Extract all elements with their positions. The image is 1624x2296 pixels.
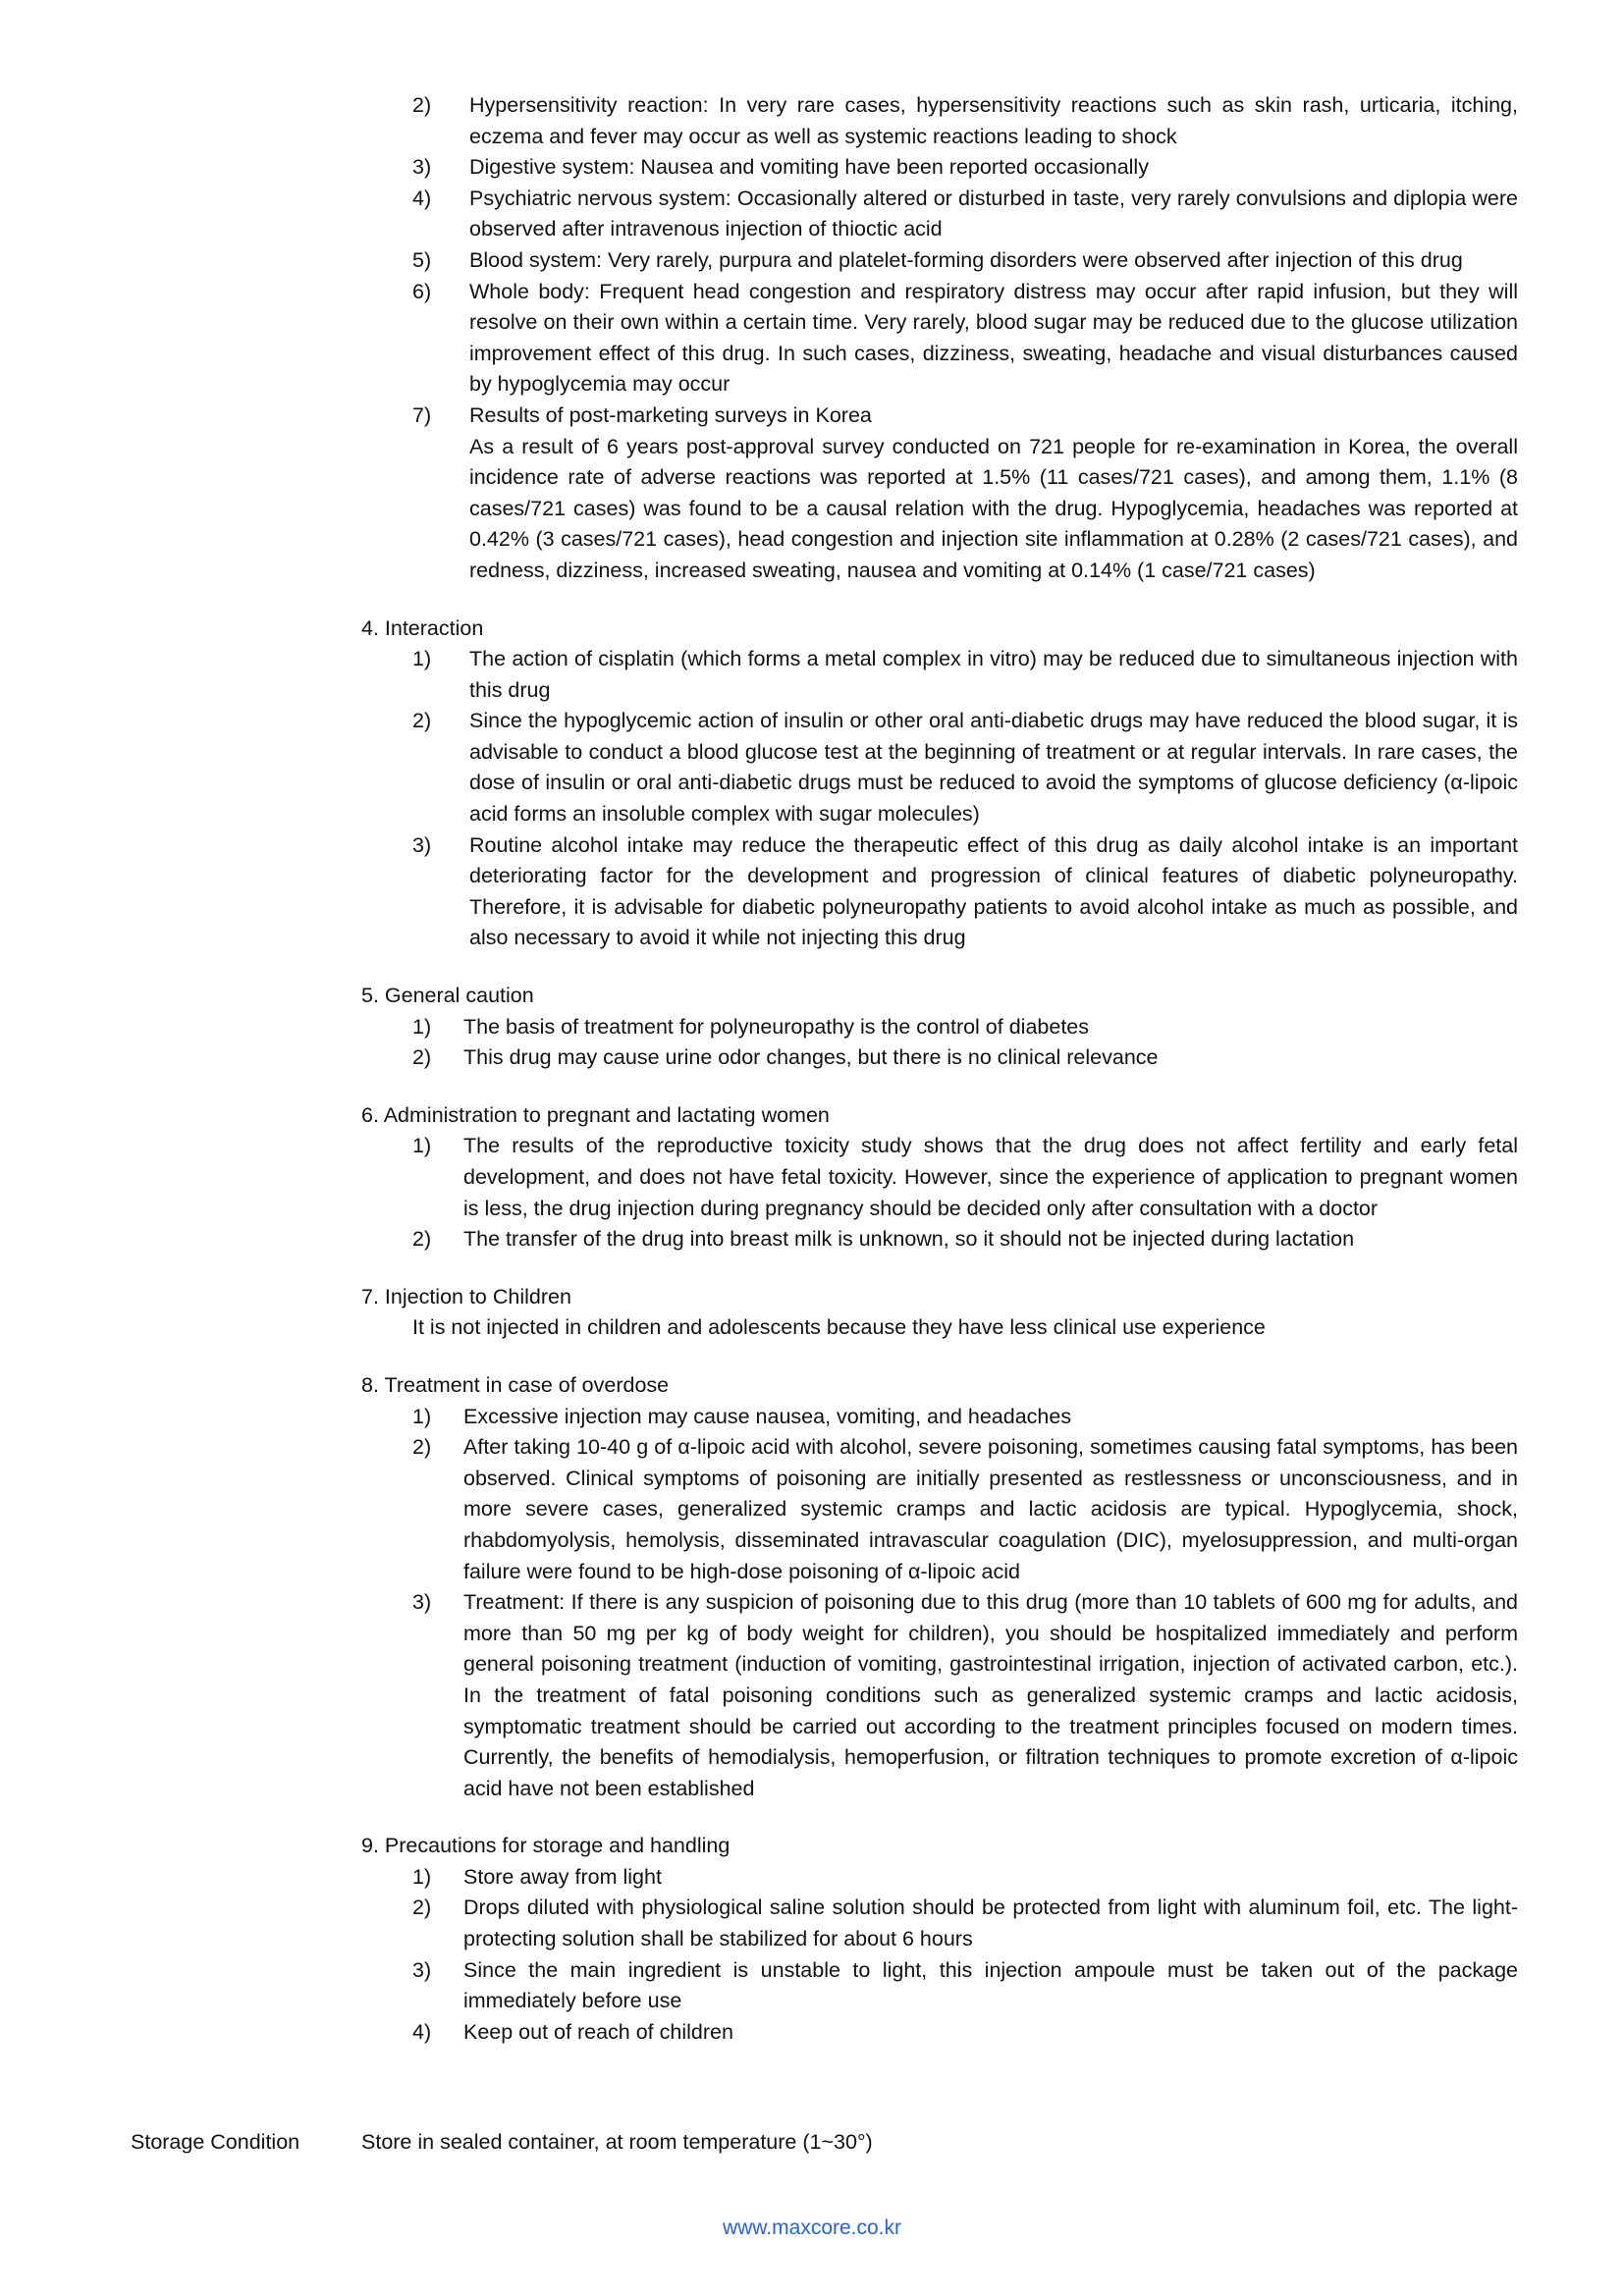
list-item: 3) Treatment: If there is any suspicion of poisoning due to this drug (more than 10 tablets of 600 mg for adults, and more than 50 mg per kg of body weight for children), you should be hospitalized immediately and perform general poisoning treatment (induction of vomiting, gastrointestinal irrigation, injection of activated carbon, etc.). In the treatment of fatal poisoning conditions such as generalized systemic cramps and lactic acidosis, symptomatic treatment should be carried out according to the treatment principles focused on modern times. Currently, the benefits of hemodialysis, hemoperfusion, or filtration techniques to promote excretion of α-lipoic acid have not been established: [412, 1590, 1518, 1800]
list-item: 2) Hypersensitivity reaction: In very rare cases, hypersensitivity reactions such as skin rash, urticaria, itching, eczema and fever may occur as well as systemic reactions leading to shock: [412, 93, 1518, 148]
list-item: 1) The action of cisplatin (which forms a metal complex in vitro) may be reduced due to simultaneous injection with this drug: [412, 647, 1518, 702]
section-pregnant: [361, 1100, 1518, 1255]
storage-condition-label: Storage Condition: [131, 2130, 300, 2154]
list-item: 6) Whole body: Frequent head congestion and respiratory distress may occur after rapid infusion, but they will resolve on their own within a certain time. Very rarely, blood sugar may be reduced due to the glucose utilization improvement effect of this drug. In such cases, dizziness, sweating, headache and visual disturbances caused by hypoglycemia may occur: [412, 279, 1518, 397]
section-heading: 6. Administration to pregnant and lactating women: [361, 1102, 830, 1127]
survey-text: As a result of 6 years post-approval survey conducted on 721 people for re-examination in Korea, the overall incidence rate of adverse reactions was reported at 1.5% (11 cases/721 cases), and among them, 1.1% (8 cases/721 cases) was found to be a causal relation with the drug. Hypoglycemia, headaches was reported at 0.42% (3 cases/721 cases), head congestion and injection site inflammation at 0.28% (2 cases/721 cases), and redness, dizziness, increased sweating, nausea and vomiting at 0.14% (1 case/721 cases): [469, 434, 1518, 582]
section-overdose: [361, 1370, 1518, 1804]
list-item: 2) This drug may cause urine odor changes, but there is no clinical relevance: [412, 1045, 1159, 1070]
list-item: 1) Excessive injection may cause nausea, vomiting, and headaches: [412, 1404, 1072, 1428]
list-item: 2) Since the hypoglycemic action of insulin or other oral anti-diabetic drugs may have reduced the blood sugar, it is advisable to conduct a blood glucose test at the beginning of treatment or at regular intervals. In rare cases, the dose of insulin or oral anti-diabetic drugs must be reduced to avoid the symptoms of glucose deficiency (α-lipoic acid forms an insoluble complex with sugar molecules): [412, 709, 1518, 827]
list-item: 1) Store away from light: [412, 1864, 662, 1889]
list-item: 3) Routine alcohol intake may reduce the therapeutic effect of this drug as daily alcohol intake is an important deteriorating factor for the development and progression of clinical features of diabetic polyneuropathy. Therefore, it is advisable for diabetic polyneuropathy patients to avoid alcohol intake as much as possible, and also necessary to avoid it while not injecting this drug: [412, 832, 1518, 950]
storage-condition-row: [131, 2130, 1505, 2155]
section-general-caution: [361, 981, 1518, 1074]
footer-url[interactable]: www.maxcore.co.kr: [722, 2216, 902, 2239]
section-text: It is not injected in children and adolescents because they have less clinical use experience: [412, 1315, 1266, 1340]
section-interaction: [361, 614, 1518, 955]
adverse-list: [361, 90, 1518, 587]
storage-condition-value: Store in sealed container, at room temperature (1~30°): [361, 2130, 873, 2154]
list-item: 4) Psychiatric nervous system: Occasionally altered or disturbed in taste, very rarely convulsions and diplopia were observed after intravenous injection of thioctic acid: [412, 186, 1518, 241]
list-item: 5) Blood system: Very rarely, purpura and platelet-forming disorders were observed after injection of this drug: [412, 247, 1463, 272]
list-item: 3) Since the main ingredient is unstable to light, this injection ampoule must be taken out of the package immediately before use: [412, 1957, 1518, 2013]
list-item: 4) Keep out of reach of children: [412, 2019, 733, 2044]
section-heading: 8. Treatment in case of overdose: [361, 1372, 670, 1397]
list-item: 2) The transfer of the drug into breast milk is unknown, so it should not be injected during lactation: [412, 1227, 1355, 1252]
section-children: [361, 1282, 1518, 1344]
survey-heading: Results of post-marketing surveys in Korea: [469, 402, 872, 427]
list-item: 3) Digestive system: Nausea and vomiting have been reported occasionally: [412, 155, 1149, 180]
section-heading: 5. General caution: [361, 984, 534, 1008]
section-heading: 7. Injection to Children: [361, 1284, 571, 1308]
document-body: [361, 90, 1518, 2048]
list-item: 7) Results of post-marketing surveys in Korea As a result of 6 years post-approval survey conducted on 721 people for re-examination in Korea, the overall incidence rate of adverse reactions was reported at 1.5% (11 cases/721 cases), and among them, 1.1% (8 cases/721 cases) was found to be a causal relation with the drug. Hypoglycemia, headaches was reported at 0.42% (3 cases/721 cases), head congestion and injection site inflammation at 0.28% (2 cases/721 cases), and redness, dizziness, increased sweating, nausea and vomiting at 0.14% (1 case/721 cases): [412, 402, 1518, 582]
section-heading: 4. Interaction: [361, 615, 484, 640]
list-item: 1) The basis of treatment for polyneuropathy is the control of diabetes: [412, 1014, 1090, 1039]
list-item: 2) Drops diluted with physiological saline solution should be protected from light with aluminum foil, etc. The light-protecting solution shall be stabilized for about 6 hours: [412, 1896, 1518, 1951]
list-item: 2) After taking 10-40 g of α-lipoic acid with alcohol, severe poisoning, sometimes causing fatal symptoms, has been observed. Clinical symptoms of poisoning are initially presented as restlessness or unconsciousness, and in more severe cases, generalized systemic cramps and lactic acidosis are typical. Hypoglycemia, shock, rhabdomyolysis, hemolysis, disseminated intravascular coagulation (DIC), myelosuppression, and multi-organ failure were found to be high-dose poisoning of α-lipoic acid: [412, 1435, 1518, 1583]
section-heading: 9. Precautions for storage and handling: [361, 1834, 731, 1858]
list-item: 1) The results of the reproductive toxicity study shows that the drug does not affect fertility and early fetal development, and does not have fetal toxicity. However, since the experience of application to pregnant women is less, the drug injection during pregnancy should be decided only after consultation with a doctor: [412, 1134, 1518, 1220]
section-storage-handling: [361, 1831, 1518, 2048]
